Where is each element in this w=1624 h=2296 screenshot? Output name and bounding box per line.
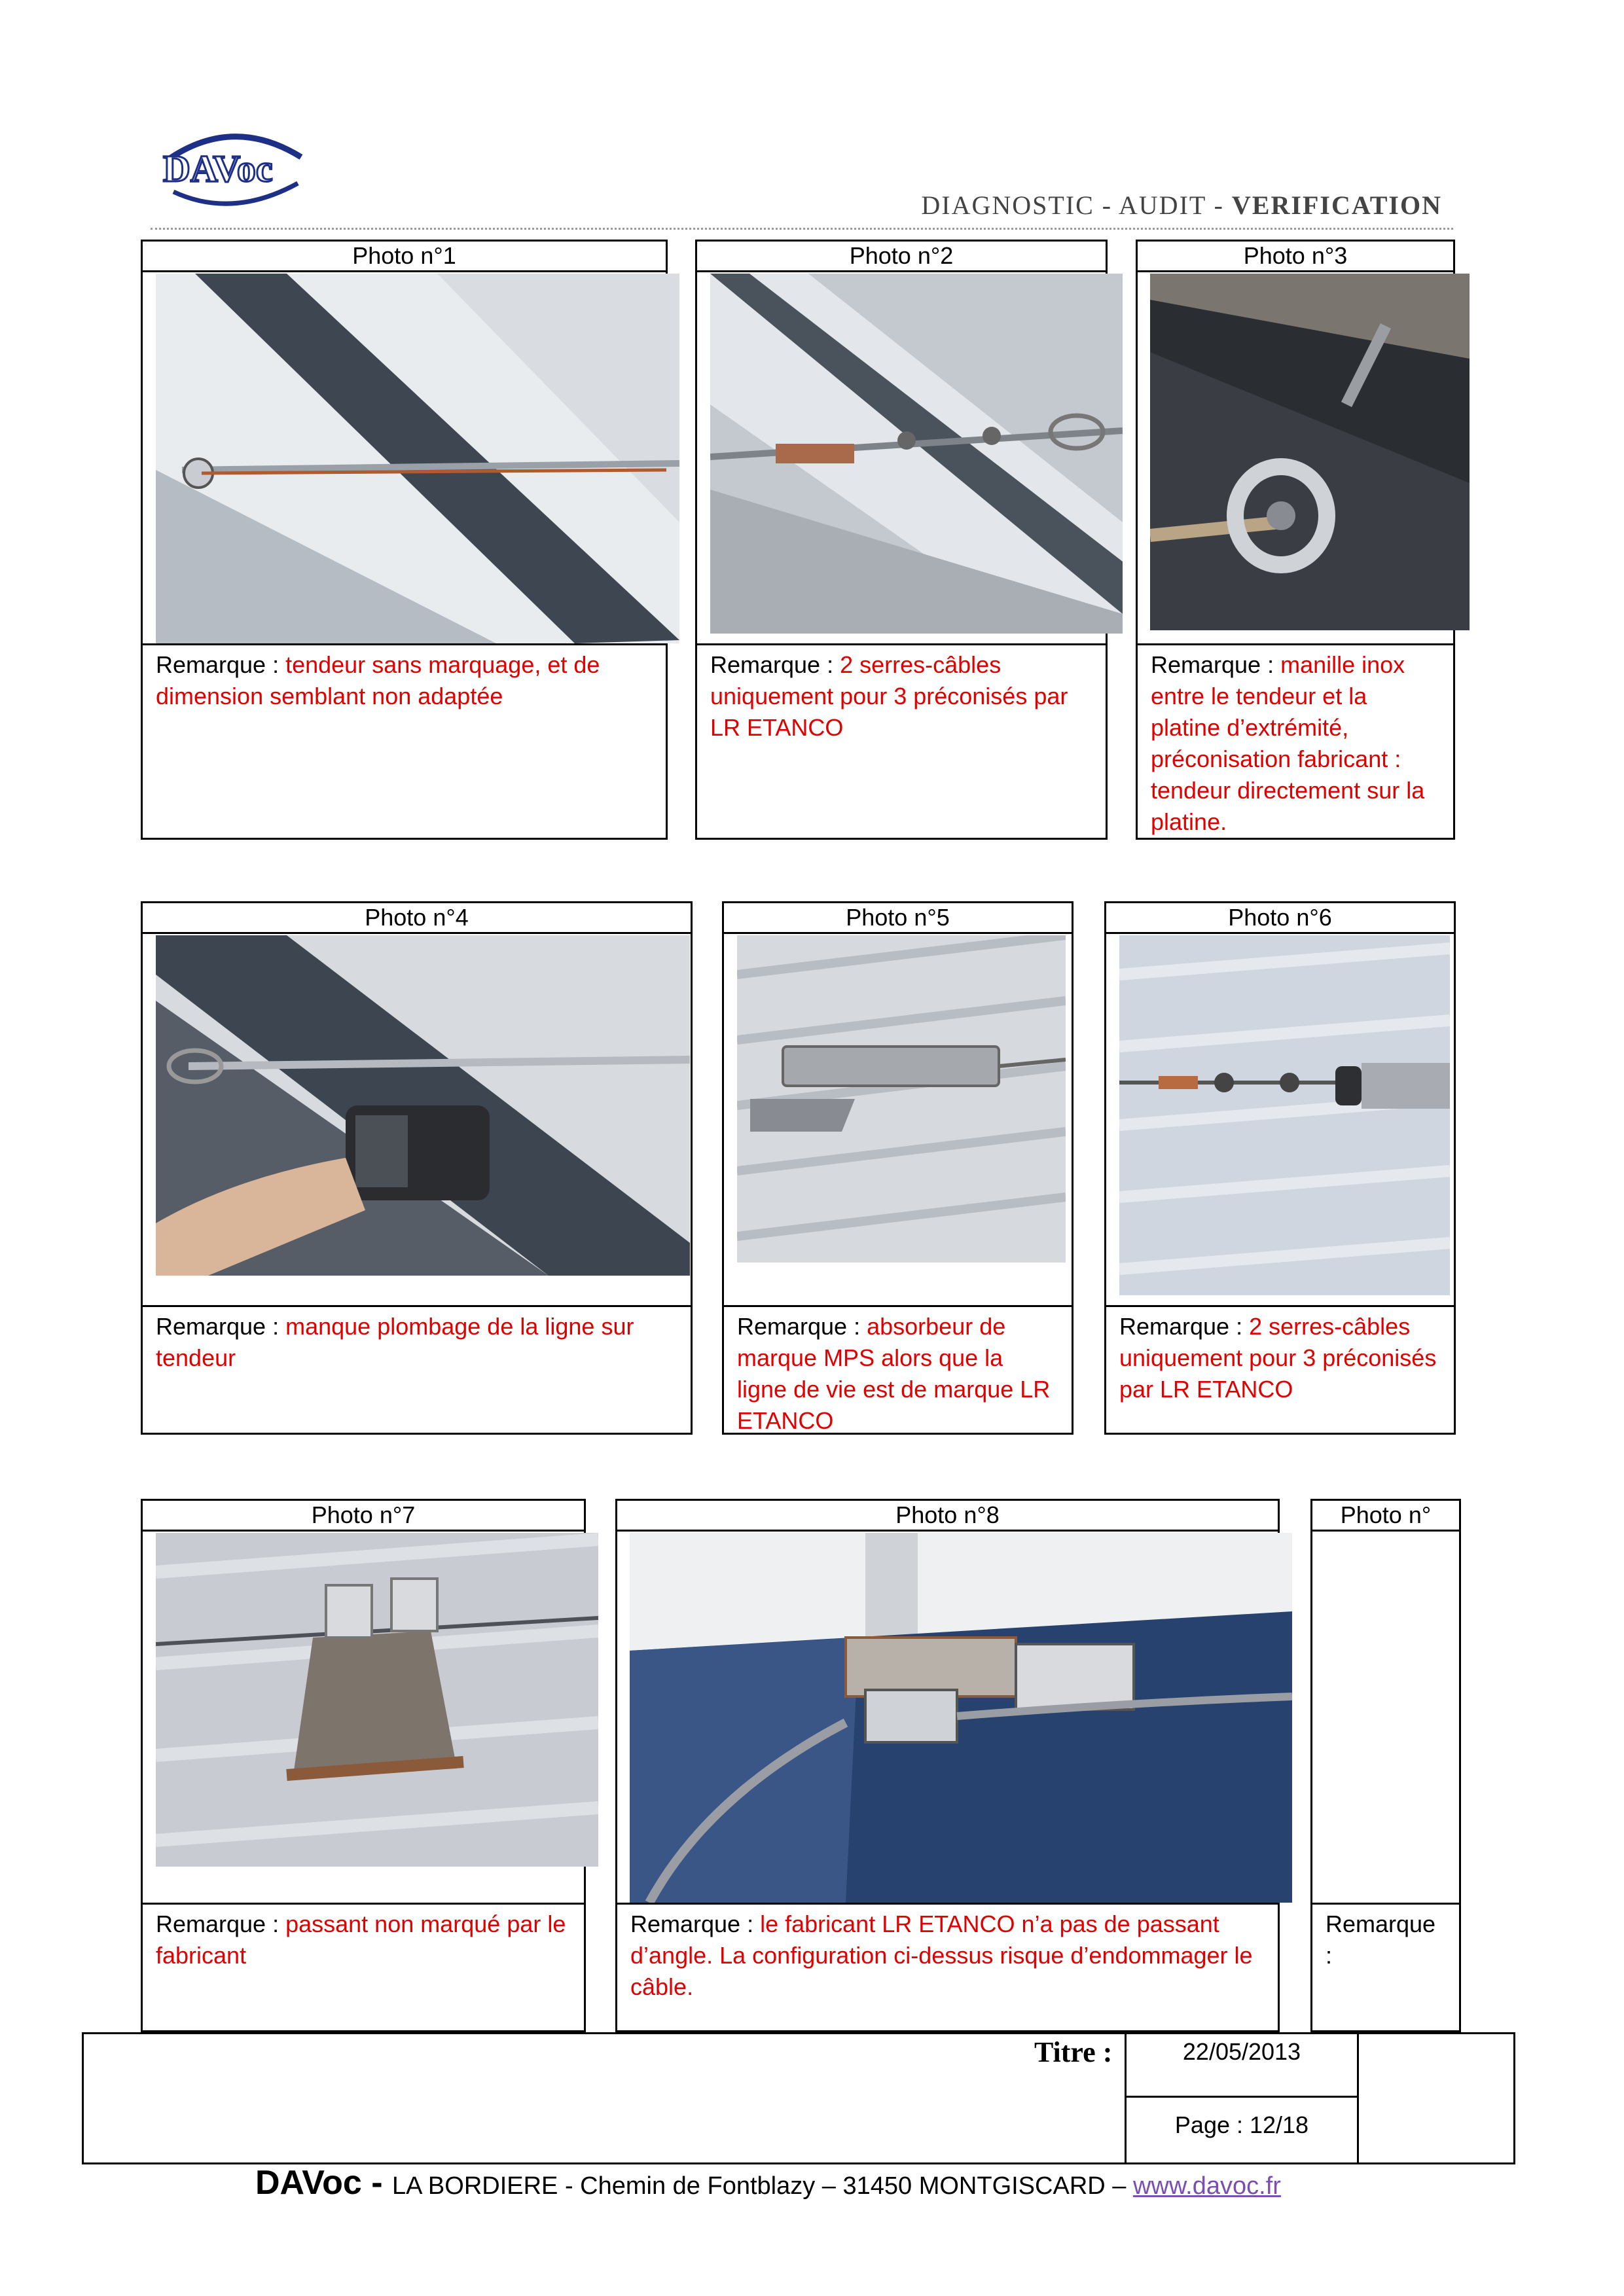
photo-6-label: Photo n°6 bbox=[1104, 901, 1456, 934]
roof-clamps-photo bbox=[1119, 935, 1450, 1295]
footer-address-line bbox=[255, 2163, 1434, 2202]
photo-9-remark: Remarque : bbox=[1310, 1903, 1461, 2032]
header-divider bbox=[151, 228, 1453, 230]
page-header-title: DIAGNOSTIC - AUDIT - VERIFICATION bbox=[921, 190, 1442, 220]
photo-9-frame bbox=[1310, 1530, 1461, 1906]
photo-1-remark: Remarque : tendeur sans marquage, et de dimension semblant non adaptée bbox=[141, 643, 668, 840]
hand-with-phone-photo bbox=[156, 935, 690, 1276]
photo-8-remark: Remarque : le fabricant LR ETANCO n’a pas de passant d’angle. La configuration ci-dessus risque d’endommager le câble. bbox=[615, 1903, 1280, 2032]
title-label: Titre : bbox=[1034, 2036, 1113, 2068]
photo-2-remark: Remarque : 2 serres-câbles uniquement pour 3 préconisés par LR ETANCO bbox=[695, 643, 1108, 840]
absorber-photo bbox=[737, 935, 1066, 1263]
davoc-logo bbox=[154, 121, 311, 219]
photo-9-label: Photo n° bbox=[1310, 1499, 1461, 1532]
photo-3-remark: Remarque : manille inox entre le tendeur et la platine d’extrémité, préconisation fabricant : tendeur directement sur la platine. bbox=[1136, 643, 1455, 840]
footer-address: LA BORDIERE - Chemin de Fontblazy – 31450 MONTGISCARD – bbox=[391, 2172, 1133, 2200]
logo-text: DAVoc bbox=[163, 147, 273, 190]
photo-7-label: Photo n°7 bbox=[141, 1499, 586, 1532]
date-cell: 22/05/2013 bbox=[1125, 2032, 1359, 2098]
cable-clamps-photo bbox=[710, 274, 1123, 634]
photo-5-remark: Remarque : absorbeur de marque MPS alors que la ligne de vie est de marque LR ETANCO bbox=[722, 1305, 1074, 1435]
page-number-cell: Page : 12/18 bbox=[1125, 2096, 1359, 2164]
photo-8-label: Photo n°8 bbox=[615, 1499, 1280, 1532]
photo-3-label: Photo n°3 bbox=[1136, 240, 1455, 272]
photo-5-label: Photo n°5 bbox=[722, 901, 1074, 934]
shackle-photo bbox=[1150, 274, 1470, 630]
photo-6-remark: Remarque : 2 serres-câbles uniquement pour 3 préconisés par LR ETANCO bbox=[1104, 1305, 1456, 1435]
photo-4-label: Photo n°4 bbox=[141, 901, 693, 934]
turnbuckle-on-roof-photo bbox=[156, 274, 679, 643]
photo-2-label: Photo n°2 bbox=[695, 240, 1108, 272]
cable-pass-photo bbox=[156, 1533, 598, 1867]
footer-brand: DAVoc - bbox=[255, 2164, 392, 2202]
website-link[interactable]: www.davoc.fr bbox=[1132, 2172, 1281, 2200]
photo-4-remark: Remarque : manque plombage de la ligne sur tendeur bbox=[141, 1305, 693, 1435]
photo-1-label: Photo n°1 bbox=[141, 240, 668, 272]
photo-7-remark: Remarque : passant non marqué par le fabricant bbox=[141, 1903, 586, 2032]
corner-pass-photo bbox=[630, 1533, 1292, 1903]
